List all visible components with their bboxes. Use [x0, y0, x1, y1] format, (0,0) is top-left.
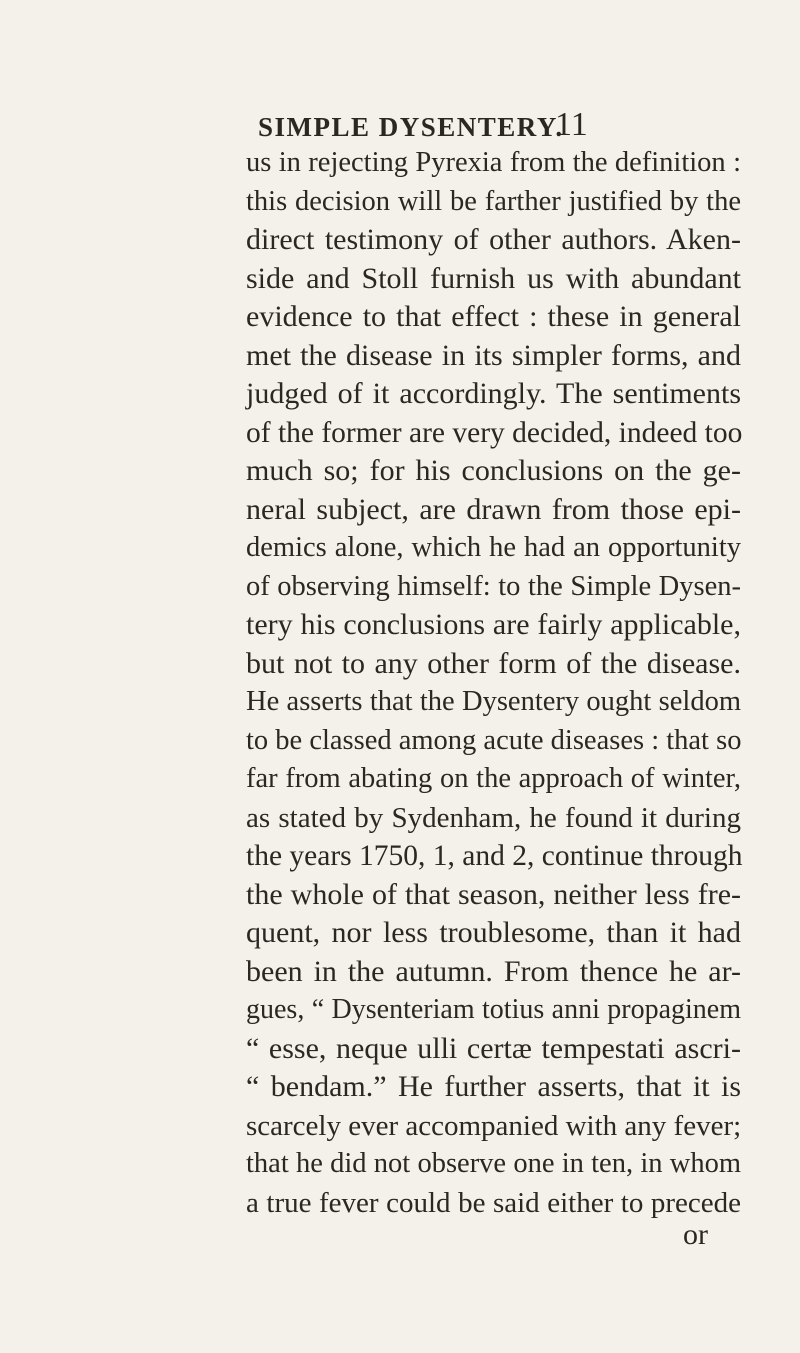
- text-line: judged of it accordingly. The sentiments: [246, 377, 741, 410]
- text-line: neral subject, are drawn from those epi-: [246, 492, 741, 526]
- text-line: He asserts that the Dysentery ought seldom: [246, 686, 741, 717]
- text-line: quent, nor less troublesome, than it had: [246, 916, 741, 949]
- text-line: the years 1750, 1, and 2, continue through: [246, 840, 743, 872]
- text-line: far from abating on the approach of winter,: [246, 763, 741, 794]
- running-title: SIMPLE DYSENTERY.: [258, 112, 564, 142]
- text-line: evidence to that effect : these in general: [246, 300, 741, 333]
- text-line: of the former are very decided, indeed too: [246, 416, 743, 449]
- text-line: much so; for his conclusions on the ge-: [246, 454, 741, 487]
- text-line: as stated by Sydenham, he found it during: [246, 801, 741, 834]
- text-line: this decision will be farther justified by the: [246, 185, 741, 217]
- text-line: the whole of that season, neither less fre-: [246, 877, 741, 911]
- text-line: side and Stoll furnish us with abundant: [246, 261, 741, 295]
- text-line: that he did not observe one in ten, in whom: [246, 1148, 741, 1179]
- text-line: direct testimony of other authors. Aken-: [246, 223, 741, 256]
- text-line: to be classed among acute diseases : that so: [246, 724, 742, 756]
- catchword: or: [683, 1218, 708, 1251]
- text-line: scarcely ever accompanied with any fever;: [246, 1109, 742, 1142]
- text-line: of observing himself: to the Simple Dysen-: [246, 570, 741, 602]
- text-line: gues, “ Dysenteriam totius anni propaginem: [246, 994, 741, 1025]
- text-line: “ bendam.” He further asserts, that it is: [246, 1070, 741, 1103]
- text-line: but not to any other form of the disease.: [246, 646, 741, 680]
- text-line: “ esse, neque ulli certæ tempestati ascri-: [246, 1031, 741, 1065]
- text-line: been in the autumn. From thence he ar-: [246, 954, 741, 988]
- text-line: demics alone, which he had an opportunity: [246, 532, 741, 563]
- text-line: us in rejecting Pyrexia from the definition :: [246, 147, 741, 178]
- text-line: tery his conclusions are fairly applicable,: [246, 608, 741, 641]
- text-line: a true fever could be said either to precede: [246, 1186, 741, 1219]
- page-number: 11: [555, 106, 588, 143]
- text-line: met the disease in its simpler forms, and: [246, 338, 741, 372]
